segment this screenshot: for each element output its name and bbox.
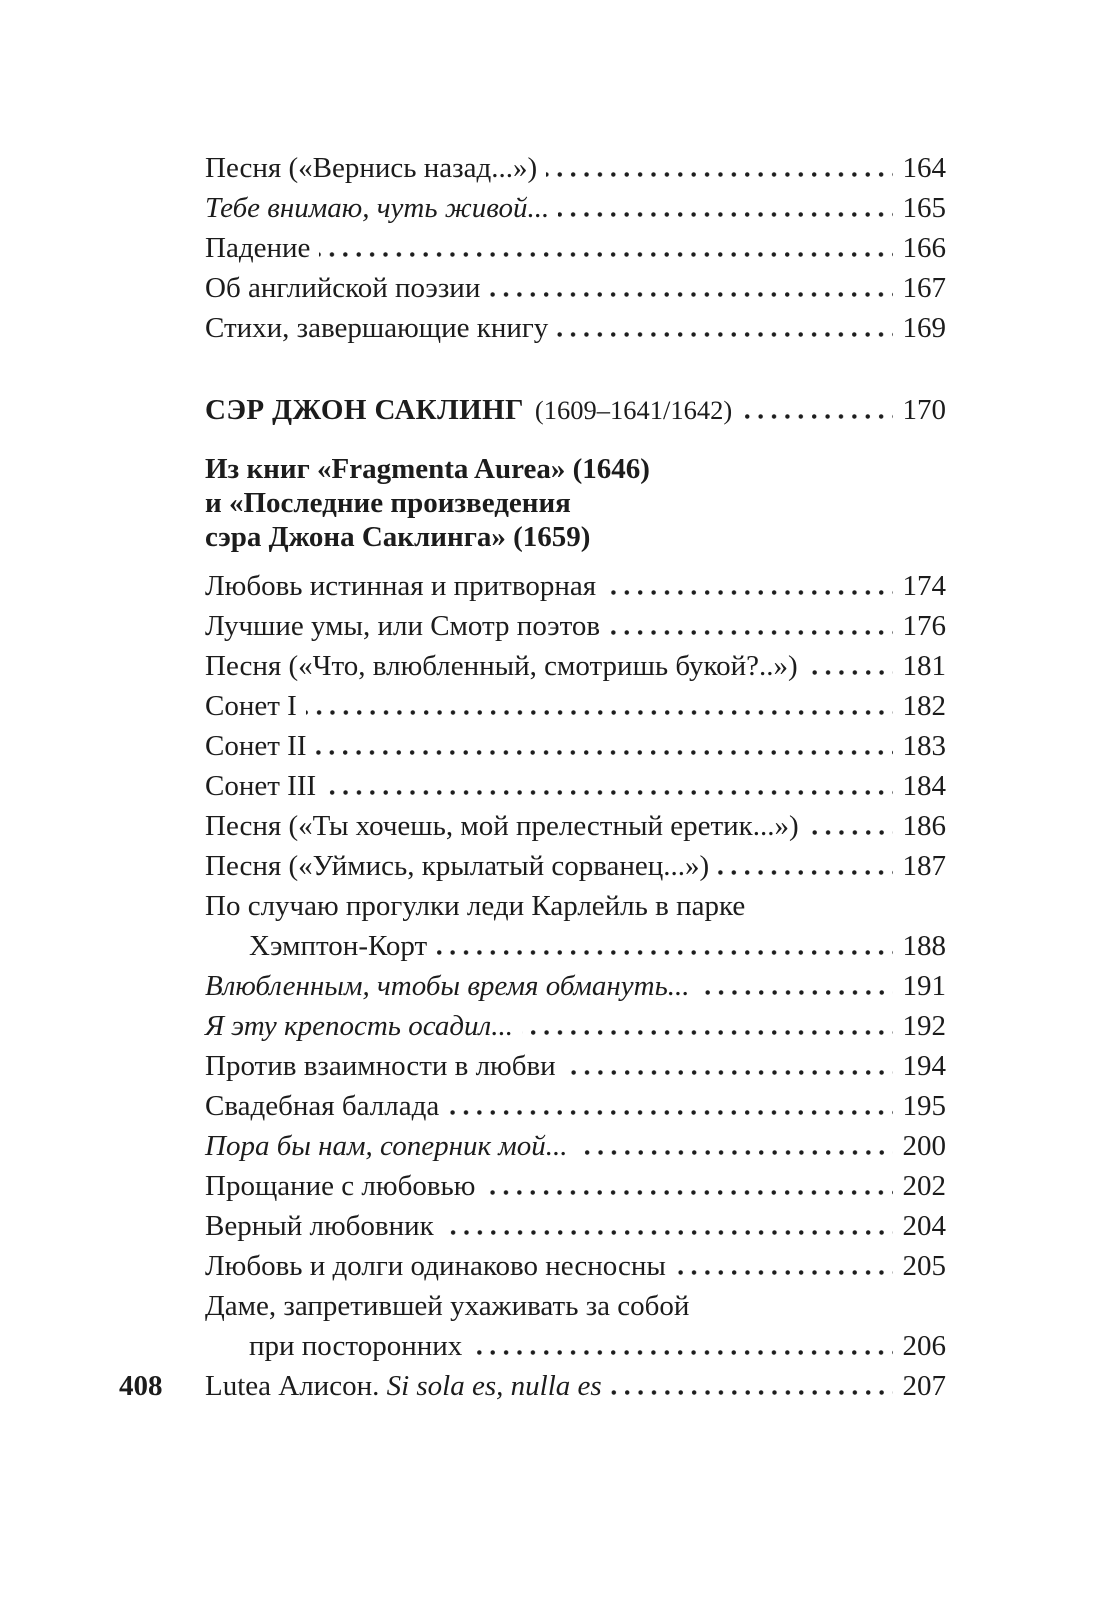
toc-section-entries xyxy=(119,566,946,1406)
toc-entry xyxy=(205,966,946,1006)
toc-entry xyxy=(205,766,946,806)
toc-entry-title xyxy=(205,1366,602,1406)
toc-page-number: 181 xyxy=(902,650,946,682)
toc-entry-title: Тебе внимаю, чуть живой... xyxy=(205,192,550,224)
toc-entry-title: Стихи, завершающие книгу xyxy=(205,312,549,344)
toc-entry-title: Сонет II xyxy=(205,730,307,762)
dot-leader xyxy=(306,710,893,715)
toc-entry xyxy=(205,188,946,228)
dot-leader xyxy=(557,332,892,337)
toc-entry xyxy=(205,1166,946,1206)
toc-entry-title-continuation: при посторонних xyxy=(249,1330,463,1362)
toc-entry xyxy=(205,846,946,886)
toc-page-number: 194 xyxy=(902,1050,946,1082)
toc-page-number: 204 xyxy=(902,1210,946,1242)
toc-page-number: 182 xyxy=(902,690,946,722)
toc-entry xyxy=(205,1206,946,1246)
toc-entry-title-italic: Si sola es, nulla es xyxy=(386,1370,602,1402)
dot-leader xyxy=(522,1030,893,1035)
toc-page-number: 186 xyxy=(902,810,946,842)
toc-entry-title: Об английской поэзии xyxy=(205,272,481,304)
toc-entry xyxy=(205,228,946,268)
dot-leader xyxy=(808,830,893,835)
dot-leader xyxy=(807,670,893,675)
author-name: СЭР ДЖОН САКЛИНГ xyxy=(205,394,524,426)
toc-page-number: 184 xyxy=(902,770,946,802)
toc-subheading-line: и «Последние произведения xyxy=(205,487,571,519)
toc-entry xyxy=(119,1366,946,1406)
dot-leader xyxy=(443,1230,893,1235)
toc-entry xyxy=(205,886,946,966)
dot-leader xyxy=(436,950,892,955)
dot-leader xyxy=(577,1150,893,1155)
page-folio: 408 xyxy=(119,1370,163,1402)
dot-leader xyxy=(699,990,893,995)
toc-entry-title: Сонет III xyxy=(205,770,317,802)
toc-entry-title: Влюбленным, чтобы время обмануть... xyxy=(205,970,690,1002)
dot-leader xyxy=(319,252,892,257)
dot-leader xyxy=(448,1110,892,1115)
toc-page-number: 164 xyxy=(902,152,946,184)
toc-subheading xyxy=(205,452,946,554)
toc-entry xyxy=(205,646,946,686)
toc-subheading-line: сэра Джона Саклинга» (1659) xyxy=(205,521,591,553)
dot-leader xyxy=(546,172,892,177)
toc-entry-title: Песня («Уймись, крылатый сорванец...») xyxy=(205,850,710,882)
toc-entry-title: Против взаимности в любви xyxy=(205,1050,556,1082)
dot-leader xyxy=(675,1270,893,1275)
toc-entry xyxy=(205,806,946,846)
dot-leader xyxy=(558,212,892,217)
toc-entry-title: Песня («Ты хочешь, мой прелестный еретик...») xyxy=(205,810,799,842)
toc-page-number: 169 xyxy=(902,312,946,344)
dot-leader xyxy=(605,590,892,595)
toc-page-number: 170 xyxy=(902,394,946,426)
toc-page-number: 167 xyxy=(902,272,946,304)
toc-page-number: 200 xyxy=(902,1130,946,1162)
toc-page-number: 206 xyxy=(902,1330,946,1362)
dot-leader xyxy=(489,292,892,297)
toc-author-heading xyxy=(205,390,946,430)
toc-entry xyxy=(205,1246,946,1286)
toc-entry xyxy=(205,1086,946,1126)
toc-page-number: 195 xyxy=(902,1090,946,1122)
toc-page-number: 192 xyxy=(902,1010,946,1042)
dot-leader xyxy=(484,1190,892,1195)
toc-entry xyxy=(205,566,946,606)
dot-leader xyxy=(741,414,892,419)
toc-entry-title-regular: Lutea Алисон. xyxy=(205,1370,387,1402)
toc-entry xyxy=(205,1286,946,1366)
toc-entry-title: Лучшие умы, или Смотр поэтов xyxy=(205,610,601,642)
toc-subheading-line: Из книг «Fragmenta Aurea» (1646) xyxy=(205,453,650,485)
toc-page-number: 183 xyxy=(902,730,946,762)
toc-entry xyxy=(205,268,946,308)
toc-entry-title: Любовь и долги одинаково несносны xyxy=(205,1250,666,1282)
toc-entry-title: Верный любовник xyxy=(205,1210,434,1242)
dot-leader xyxy=(718,870,892,875)
toc-entry xyxy=(205,1006,946,1046)
dot-leader xyxy=(471,1350,892,1355)
toc-entry-title: Свадебная баллада xyxy=(205,1090,440,1122)
toc-entry-title: Песня («Вернись назад...») xyxy=(205,152,538,184)
toc-page-number: 187 xyxy=(902,850,946,882)
toc-page-number: 166 xyxy=(902,232,946,264)
toc-page-number: 188 xyxy=(902,930,946,962)
toc-entry-title: По случаю прогулки леди Карлейль в парке xyxy=(205,890,746,922)
toc-entry-title: Песня («Что, влюбленный, смотришь букой?..») xyxy=(205,650,798,682)
toc-entry-title: Прощание с любовью xyxy=(205,1170,476,1202)
toc-page-number: 176 xyxy=(902,610,946,642)
dot-leader xyxy=(609,630,892,635)
toc-page-number: 205 xyxy=(902,1250,946,1282)
toc-entry xyxy=(205,686,946,726)
dot-leader xyxy=(315,750,892,755)
toc-entry xyxy=(205,148,946,188)
toc-entry-title: Падение xyxy=(205,232,311,264)
dot-leader xyxy=(611,1390,893,1395)
toc-entry xyxy=(205,726,946,766)
toc-page-number: 191 xyxy=(902,970,946,1002)
toc-page-number: 202 xyxy=(902,1170,946,1202)
toc-entry-title: Я эту крепость осадил... xyxy=(205,1010,513,1042)
toc-entry xyxy=(205,1046,946,1086)
author-years: (1609–1641/1642) xyxy=(534,395,733,425)
toc-entry-title: Пора бы нам, соперник мой... xyxy=(205,1130,568,1162)
toc-page-number: 207 xyxy=(902,1370,946,1402)
toc-entry xyxy=(205,606,946,646)
toc-entry-title: Любовь истинная и притворная xyxy=(205,570,597,602)
toc-entry xyxy=(205,308,946,348)
dot-leader xyxy=(325,790,892,795)
toc-page-number: 174 xyxy=(902,570,946,602)
toc-entry xyxy=(205,1126,946,1166)
toc-content xyxy=(119,148,946,1406)
toc-entry-title-continuation: Хэмптон-Корт xyxy=(249,930,428,962)
dot-leader xyxy=(565,1070,893,1075)
toc-entry-title: Даме, запретившей ухаживать за собой xyxy=(205,1290,690,1322)
toc-entry-title: Сонет I xyxy=(205,690,297,722)
toc-page-number: 165 xyxy=(902,192,946,224)
